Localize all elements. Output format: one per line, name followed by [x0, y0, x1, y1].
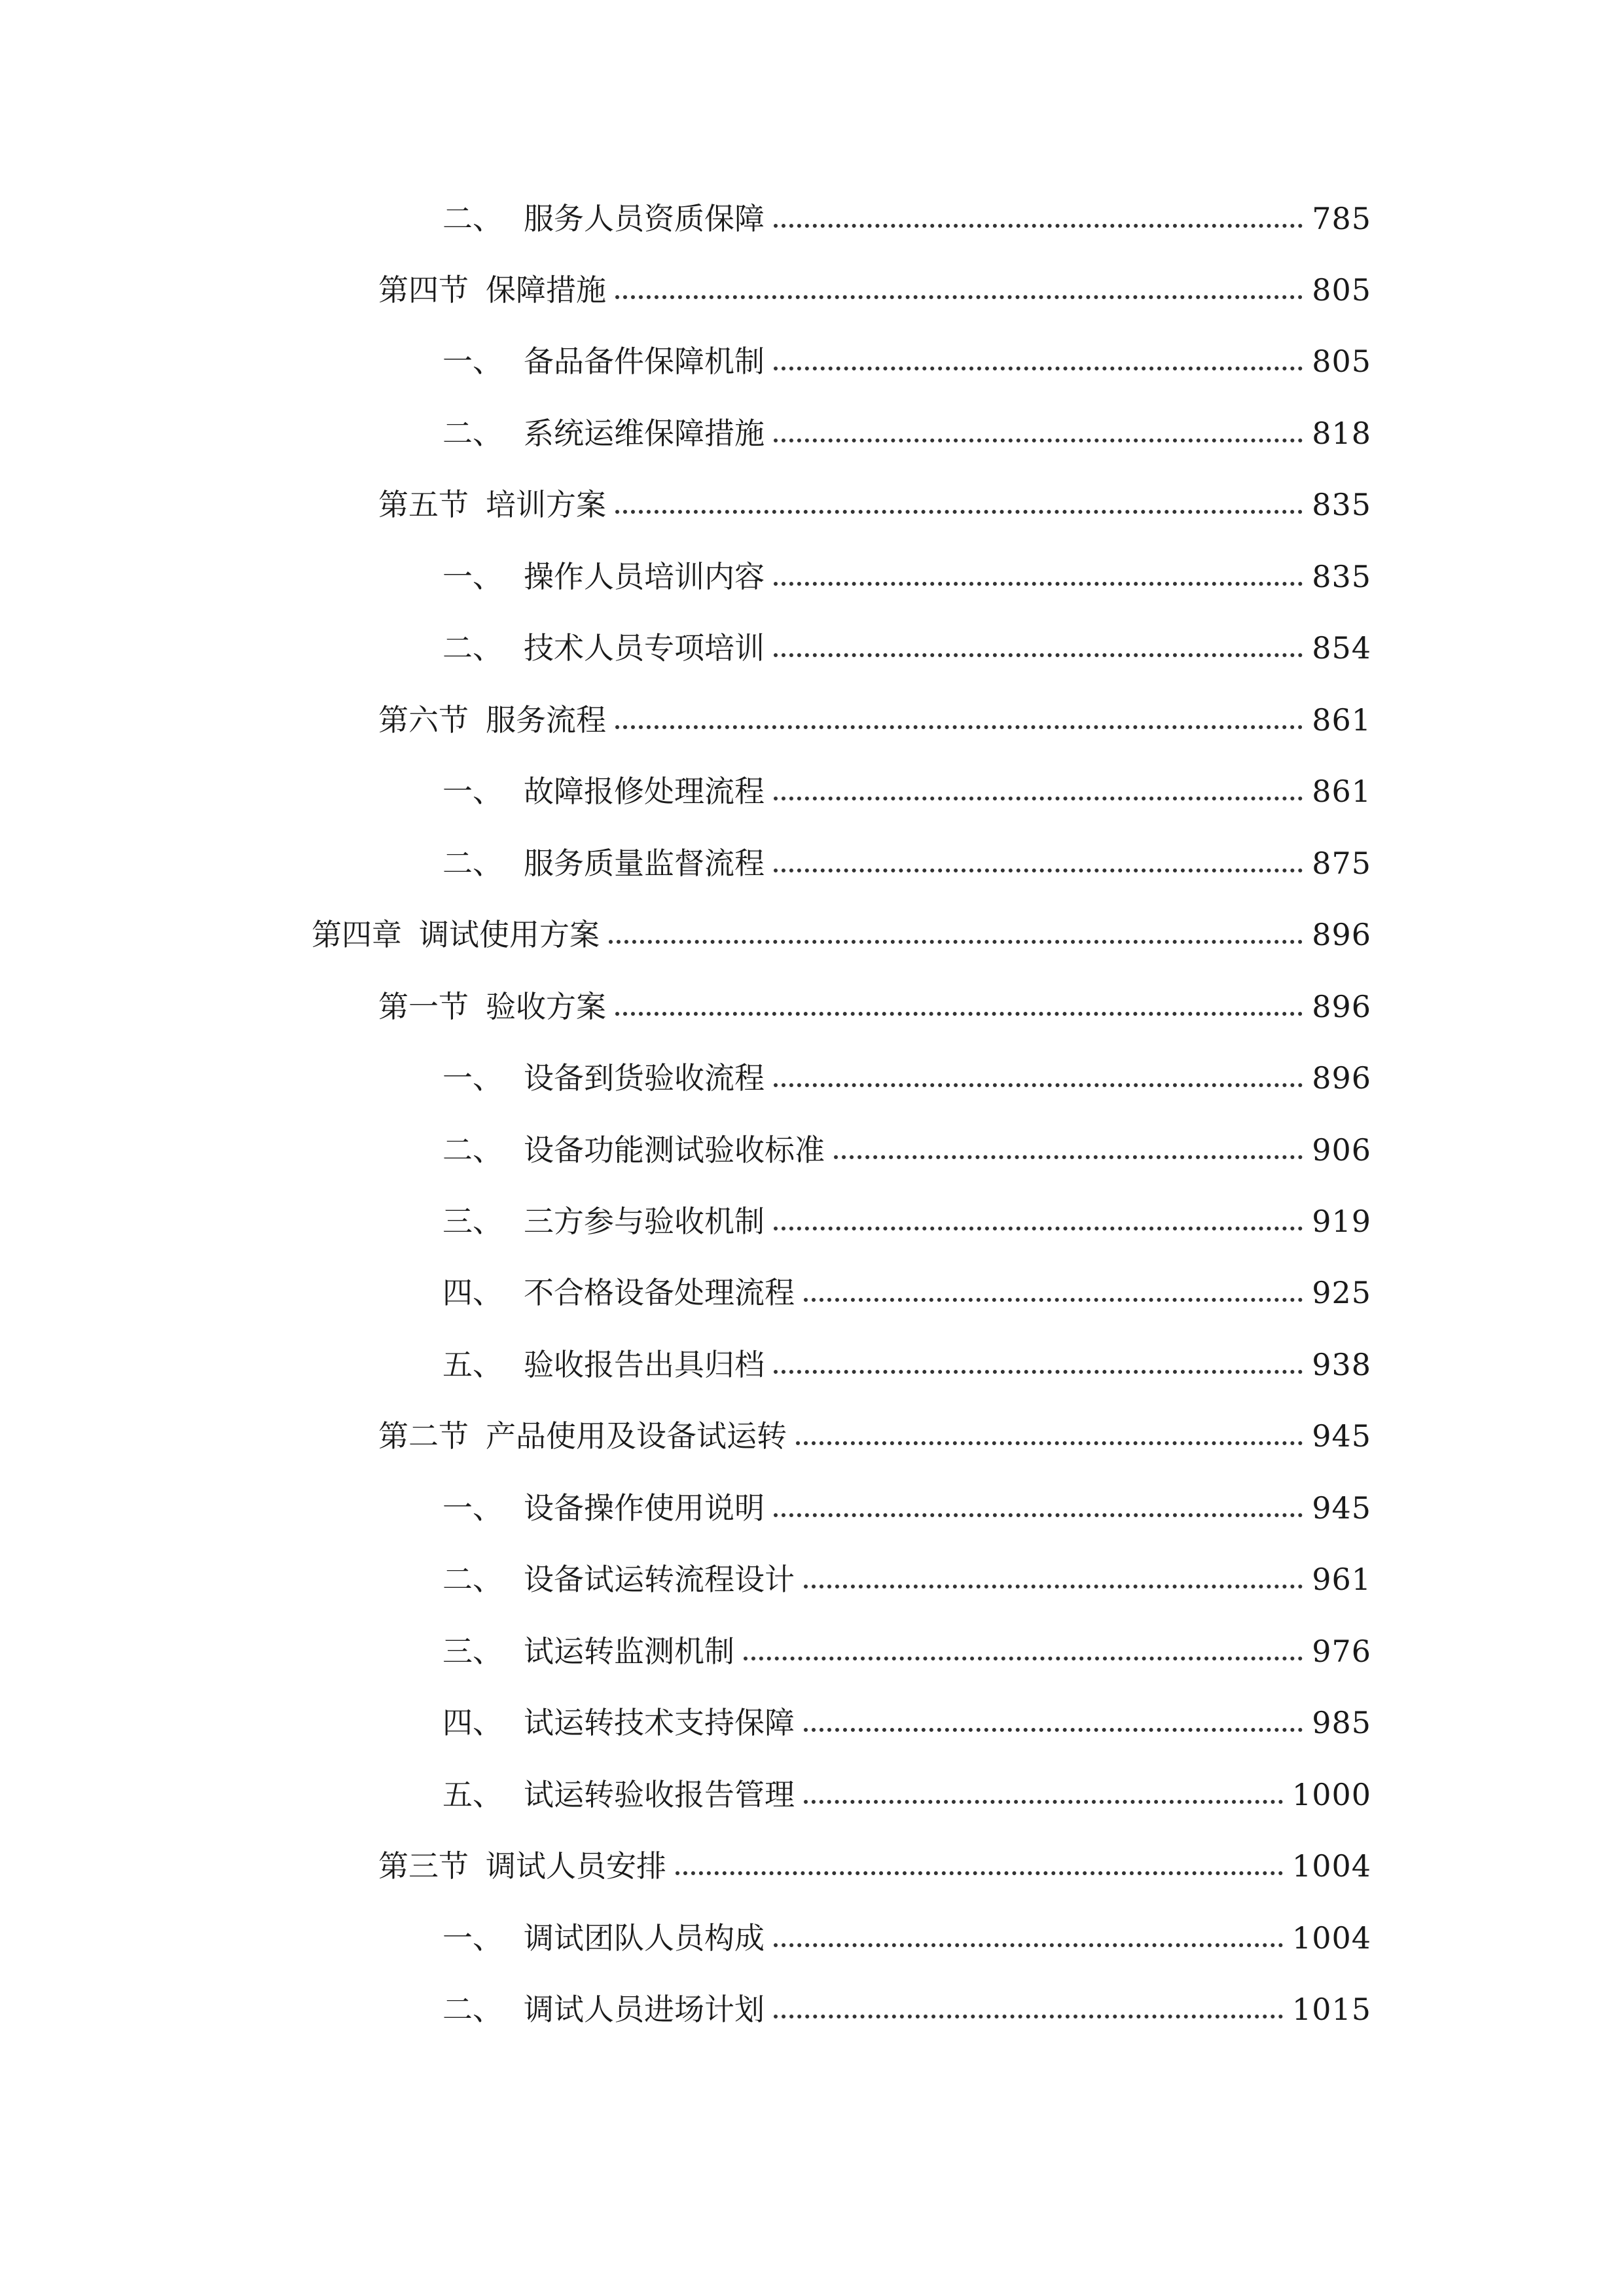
- toc-entry-spare-parts[interactable]: [442, 335, 1371, 387]
- toc-entry-section-2[interactable]: [378, 1410, 1371, 1462]
- toc-entry-service-staff-qualification[interactable]: [442, 192, 1371, 245]
- toc-entry-number: 第六节: [378, 702, 469, 738]
- toc-entry-number: 二、: [442, 1132, 503, 1168]
- toc-entry-page: 1004: [1291, 1920, 1371, 1956]
- toc-entry-onsite-plan[interactable]: [442, 1983, 1371, 2036]
- toc-entry-page: 818: [1312, 416, 1371, 451]
- toc-entry-page: 805: [1312, 272, 1371, 308]
- dot-leader: [774, 1943, 1283, 1947]
- toc-entry-title: 服务流程: [486, 702, 606, 738]
- dot-leader: [804, 1800, 1283, 1804]
- toc-entry-title: 操作人员培训内容: [524, 559, 765, 594]
- dot-leader: [774, 224, 1303, 228]
- toc-entry-number: 一、: [442, 344, 503, 379]
- toc-entry-title: 三方参与验收机制: [524, 1204, 765, 1239]
- dot-leader: [774, 653, 1303, 657]
- toc-entry-team-composition[interactable]: [442, 1912, 1371, 1964]
- toc-entry-number: 二、: [442, 630, 503, 666]
- toc-entry-page: 896: [1312, 989, 1371, 1024]
- toc-entry-number: 三、: [442, 1204, 503, 1239]
- toc-entry-number: 二、: [442, 1562, 503, 1597]
- dot-leader: [774, 367, 1303, 370]
- toc-entry-technician-training[interactable]: [442, 622, 1371, 674]
- toc-entry-title: 设备功能测试验收标准: [524, 1132, 825, 1168]
- dot-leader: [774, 1370, 1303, 1374]
- toc-entry-page: 896: [1312, 917, 1371, 952]
- toc-entry-title: 设备操作使用说明: [524, 1490, 765, 1526]
- toc-entry-number: 一、: [442, 774, 503, 809]
- dot-leader: [774, 1513, 1303, 1517]
- toc-entry-number: 第四节: [378, 272, 469, 308]
- toc-entry-title: 调试团队人员构成: [524, 1920, 765, 1956]
- toc-entry-number: 四、: [442, 1705, 503, 1740]
- toc-entry-title: 验收方案: [486, 989, 606, 1024]
- toc-entry-page: 835: [1312, 487, 1371, 522]
- toc-entry-page: 938: [1312, 1347, 1371, 1382]
- toc-entry-title: 保障措施: [486, 272, 606, 308]
- toc-entry-number: 二、: [442, 1992, 503, 2027]
- dot-leader: [774, 869, 1303, 872]
- toc-entry-title: 培训方案: [486, 487, 606, 522]
- toc-entry-title: 故障报修处理流程: [524, 774, 765, 809]
- toc-entry-title: 设备试运转流程设计: [524, 1562, 795, 1597]
- toc-entry-operator-training[interactable]: [442, 550, 1371, 603]
- toc-entry-page: 961: [1312, 1562, 1371, 1597]
- toc-entry-quality-supervision[interactable]: [442, 837, 1371, 889]
- toc-entry-title: 系统运维保障措施: [524, 416, 765, 451]
- toc-entry-number: 四、: [442, 1275, 503, 1310]
- toc-entry-page: 861: [1312, 702, 1371, 738]
- toc-entry-number: 第三节: [378, 1848, 469, 1884]
- toc-entry-page: 835: [1312, 559, 1371, 594]
- toc-entry-page: 861: [1312, 774, 1371, 809]
- toc-entry-page: 785: [1312, 201, 1371, 236]
- toc-entry-trial-run-design[interactable]: [442, 1553, 1371, 1605]
- dot-leader: [774, 797, 1303, 800]
- toc-entry-section-1[interactable]: [378, 980, 1371, 1033]
- toc-entry-title: 调试使用方案: [419, 917, 600, 952]
- toc-entry-title: 试运转验收报告管理: [524, 1777, 795, 1812]
- dot-leader: [676, 1871, 1283, 1875]
- toc-entry-number: 二、: [442, 846, 503, 881]
- toc-entry-trial-run-monitoring[interactable]: [442, 1625, 1371, 1677]
- toc-entry-title: 验收报告出具归档: [524, 1347, 765, 1382]
- toc-entry-trial-run-report[interactable]: [442, 1768, 1371, 1821]
- dot-leader: [609, 940, 1303, 944]
- toc-entry-number: 五、: [442, 1347, 503, 1382]
- toc-entry-title: 服务质量监督流程: [524, 846, 765, 881]
- toc-entry-system-maintenance[interactable]: [442, 407, 1371, 459]
- dot-leader: [774, 2015, 1283, 2018]
- toc-entry-page: 945: [1312, 1418, 1371, 1454]
- toc-entry-page: 1015: [1291, 1992, 1371, 2027]
- toc-entry-number: 第二节: [378, 1418, 469, 1454]
- toc-entry-page: 985: [1312, 1705, 1371, 1740]
- toc-entry-section-3[interactable]: [378, 1840, 1371, 1892]
- dot-leader: [615, 725, 1303, 729]
- dot-leader: [615, 510, 1303, 514]
- dot-leader: [774, 582, 1303, 586]
- toc-entry-title: 试运转技术支持保障: [524, 1705, 795, 1740]
- toc-entry-title: 不合格设备处理流程: [524, 1275, 795, 1310]
- toc-entry-page: 925: [1312, 1275, 1371, 1310]
- dot-leader: [774, 1083, 1303, 1087]
- toc-entry-tripartite-acceptance[interactable]: [442, 1195, 1371, 1247]
- dot-leader: [615, 1012, 1303, 1016]
- toc-entry-number: 第四章: [312, 917, 402, 952]
- toc-entry-number: 二、: [442, 201, 503, 236]
- toc-entry-title: 备品备件保障机制: [524, 344, 765, 379]
- toc-entry-title: 试运转监测机制: [524, 1634, 734, 1669]
- toc-entry-title: 调试人员安排: [486, 1848, 666, 1884]
- toc-entry-page: 1000: [1291, 1777, 1371, 1812]
- toc-entry-fault-repair[interactable]: [442, 765, 1371, 817]
- toc-entry-title: 技术人员专项培训: [524, 630, 765, 666]
- toc-entry-chapter-4[interactable]: [312, 908, 1371, 961]
- toc-entry-number: 一、: [442, 1920, 503, 1956]
- toc-entry-delivery-acceptance[interactable]: [442, 1052, 1371, 1104]
- dot-leader: [774, 1227, 1303, 1230]
- toc-entry-title: 调试人员进场计划: [524, 1992, 765, 2027]
- toc-entry-function-test-standard[interactable]: [442, 1124, 1371, 1176]
- toc-entry-operation-instructions[interactable]: [442, 1482, 1371, 1534]
- toc-entry-page: 1004: [1291, 1848, 1371, 1884]
- dot-leader: [804, 1728, 1303, 1732]
- toc-entry-title: 设备到货验收流程: [524, 1060, 765, 1096]
- toc-entry-number: 二、: [442, 416, 503, 451]
- toc-entry-number: 第五节: [378, 487, 469, 522]
- dot-leader: [834, 1155, 1303, 1159]
- toc-entry-number: 一、: [442, 1490, 503, 1526]
- toc-entry-page: 854: [1312, 630, 1371, 666]
- dot-leader: [744, 1657, 1303, 1660]
- toc-entry-page: 805: [1312, 344, 1371, 379]
- toc-entry-page: 875: [1312, 846, 1371, 881]
- dot-leader: [804, 1585, 1303, 1588]
- dot-leader: [774, 439, 1303, 442]
- toc-entry-number: 一、: [442, 559, 503, 594]
- toc-entry-title: 产品使用及设备试运转: [486, 1418, 787, 1454]
- toc-entry-number: 一、: [442, 1060, 503, 1096]
- toc-entry-acceptance-report[interactable]: [442, 1338, 1371, 1391]
- toc-entry-trial-run-support[interactable]: [442, 1696, 1371, 1749]
- toc-entry-number: 三、: [442, 1634, 503, 1669]
- toc-entry-page: 906: [1312, 1132, 1371, 1168]
- toc-entry-number: 五、: [442, 1777, 503, 1812]
- dot-leader: [615, 295, 1303, 299]
- toc-entry-page: 976: [1312, 1634, 1371, 1669]
- dot-leader: [796, 1441, 1303, 1445]
- toc-entry-section-4[interactable]: [378, 264, 1371, 316]
- toc-entry-page: 919: [1312, 1204, 1371, 1239]
- toc-entry-title: 服务人员资质保障: [524, 201, 765, 236]
- toc-entry-section-5[interactable]: [378, 478, 1371, 531]
- toc-entry-page: 896: [1312, 1060, 1371, 1096]
- toc-entry-number: 第一节: [378, 989, 469, 1024]
- toc-entry-page: 945: [1312, 1490, 1371, 1526]
- dot-leader: [804, 1298, 1303, 1302]
- toc-entry-nonconforming-handling[interactable]: [442, 1266, 1371, 1319]
- toc-entry-section-6[interactable]: [378, 694, 1371, 746]
